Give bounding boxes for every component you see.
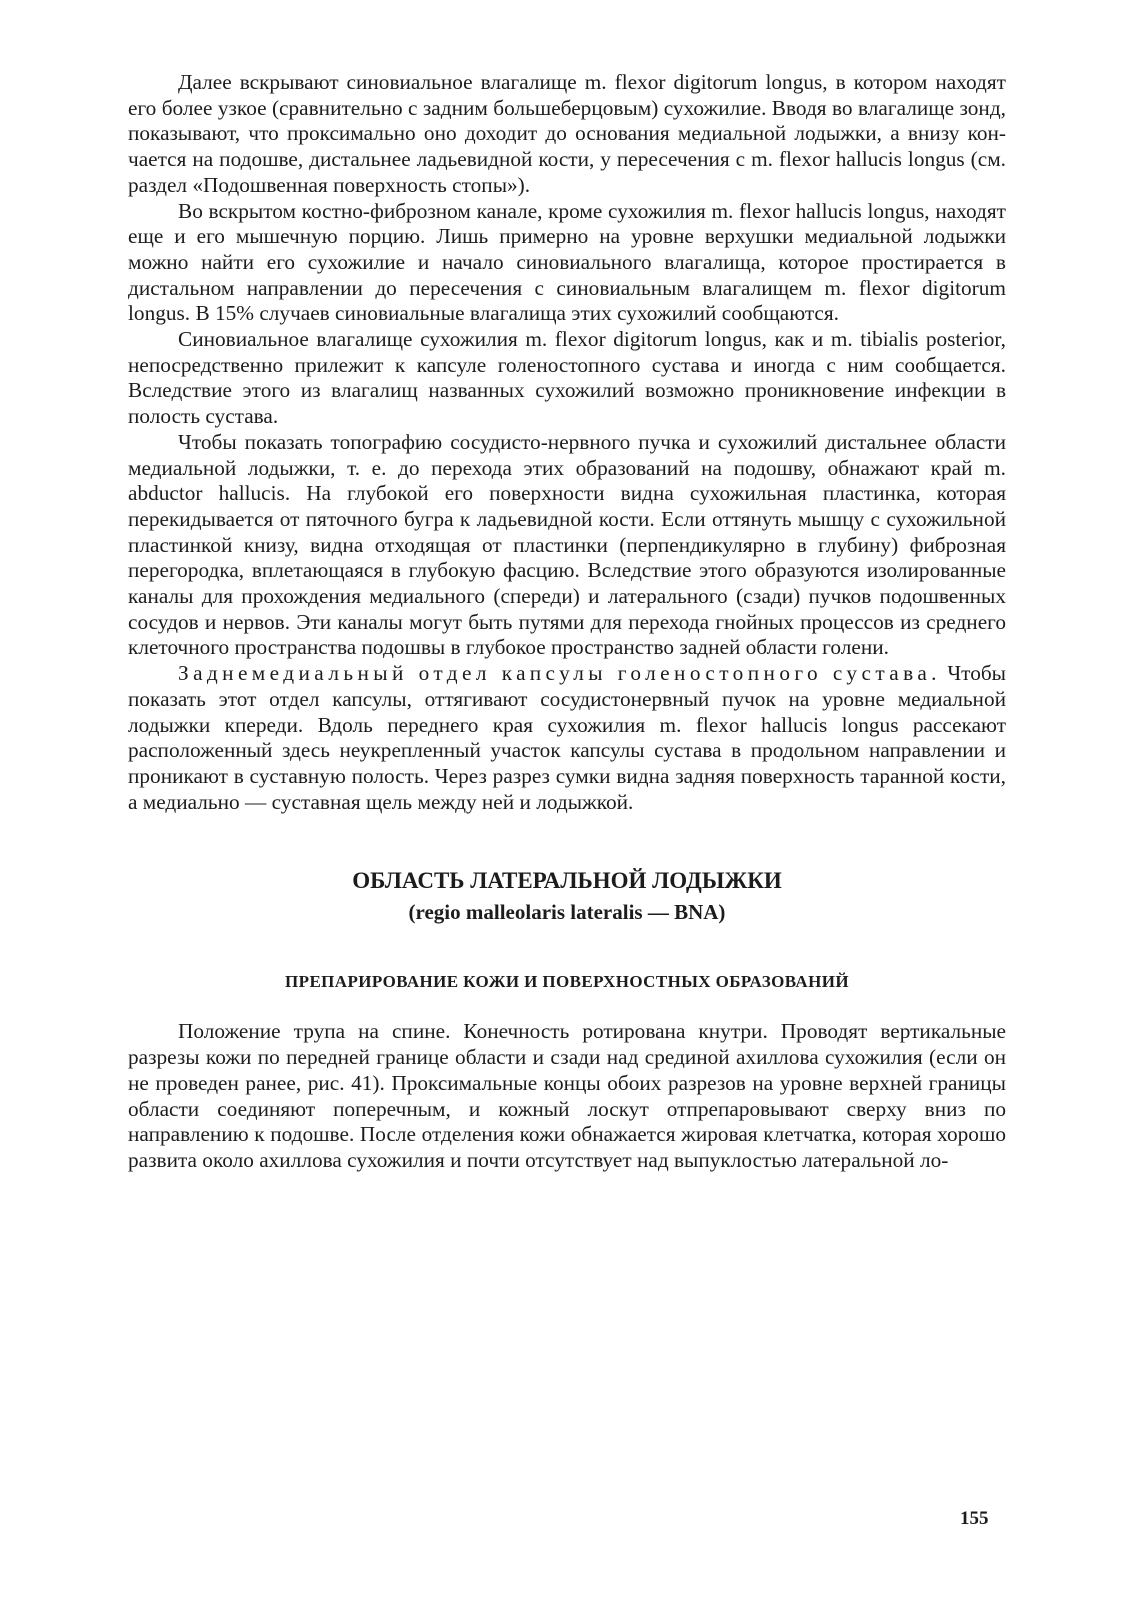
paragraph-flexor-digitorum-sheath: Далее вскрывают синовиальное влагалище m. flexor digitorum longus, в котором находят его более узкое (сравнительно с задним большеберцовым) сухожилие. Вводя во влагалище зонд, показывают, что проксимально оно доходит до основания медиальной лодыжки, а внизу кончается на подошве, дистальнее ладьевидной кости, у пересечения с m. flexor hallucis longus (см. раздел «Подошвенная поверхность стопы»). [128, 70, 1006, 197]
paragraph-synovial-sheath: Синовиальное влагалище сухожилия m. flexor digitorum longus, как и m. tibialis posterior, непосредственно прилежит к капсуле голеностопного сустава и иногда с ним сообщается. Вследствие этого из влагалищ названных сухожилий возможно проникновение инфекции в полость сустава. [128, 327, 1006, 429]
paragraph-posteromedial-capsule [128, 661, 1006, 815]
paragraph-skin-preparation: Положение трупа на спине. Конечность ротирована кнутри. Проводят вертикальные разрезы кожи по передней границе области и сзади над срединой ахиллова сухожилия (если он не проведен ранее, рис. 41). Проксимальные концы обоих разрезов на уровне верхней границы области соединяют поперечным, и кожный лоскут отпрепаровывают сверху вниз по направлению к подошве. После отделения кожи обнажается жировая клетчатка, которая хорошо развита около ахиллова сухожилия и почти отсутствует над выпуклостью латеральной ло- [128, 1019, 1006, 1172]
spaced-run-in-heading: Заднемедиальный отдел капсулы голеностопного сустава. [178, 661, 941, 686]
subsection-title: ПРЕПАРИРОВАНИЕ КОЖИ И ПОВЕРХНОСТНЫХ ОБРАЗОВАНИЙ [285, 972, 849, 992]
page-number: 155 [960, 1508, 989, 1529]
paragraph-neurovascular-bundle: Чтобы показать топографию сосудисто-нервного пучка и сухожилий дистальнее области медиальной лодыжки, т. е. до перехода этих образований на подошву, обнажают край m. abductor hallucis. На глубокой его поверхности видна сухожильная пластинка, которая перекидывается от пяточного бугра к ладьевидной кости. Если оттянуть мышцу с сухожильной пластинкой книзу, видна отходящая от пластинки (перпендикулярно в глубину) фиброзная перегородка, вплетающаяся в глубокую фасцию. Вследствие этого образуются изолированные каналы для прохождения медиального (спереди) и латерального (сзади) пучков подошвенных сосудов и нервов. Эти каналы могут быть путями для перехода гнойных процессов из среднего клеточного пространства подошвы в глубокое пространство задней области голени. [128, 429, 1006, 660]
section-title: ОБЛАСТЬ ЛАТЕРАЛЬНОЙ ЛОДЫЖКИ [352, 868, 782, 894]
page-body [128, 70, 1006, 1174]
section-subtitle: (regio malleolaris lateralis — BNA) [408, 900, 726, 925]
paragraph-posteromedial-capsule-text: Чтобы показать этот отдел капсулы, оттягивают сосудистонервный пучок на уровне медиальной лодыжки кпереди. Вдоль переднего края сухожилия m. flexor hallucis longus рассекают расположенный здесь неукрепленный участок капсулы сустава в продольном направлении и проникают в суставную полость. Через разрез сумки видна задняя поверхность таранной кости, а медиально — суставная щель между ней и лодыжкой. [128, 661, 1006, 814]
paragraph-fibro-osseous-canal: Во вскрытом костно-фиброзном канале, кроме сухожилия m. flexor hallucis longus, находят еще и его мышечную порцию. Лишь примерно на уровне верхушки медиальной лодыжки можно найти его сухожилие и начало синовиального влагалища, которое простирается в дистальном направлении до пересечения с синовиальным влагалищем m. flexor digitorum longus. В 15% случаев синовиальные влагалища этих сухожилий сообщаются. [128, 198, 1006, 326]
